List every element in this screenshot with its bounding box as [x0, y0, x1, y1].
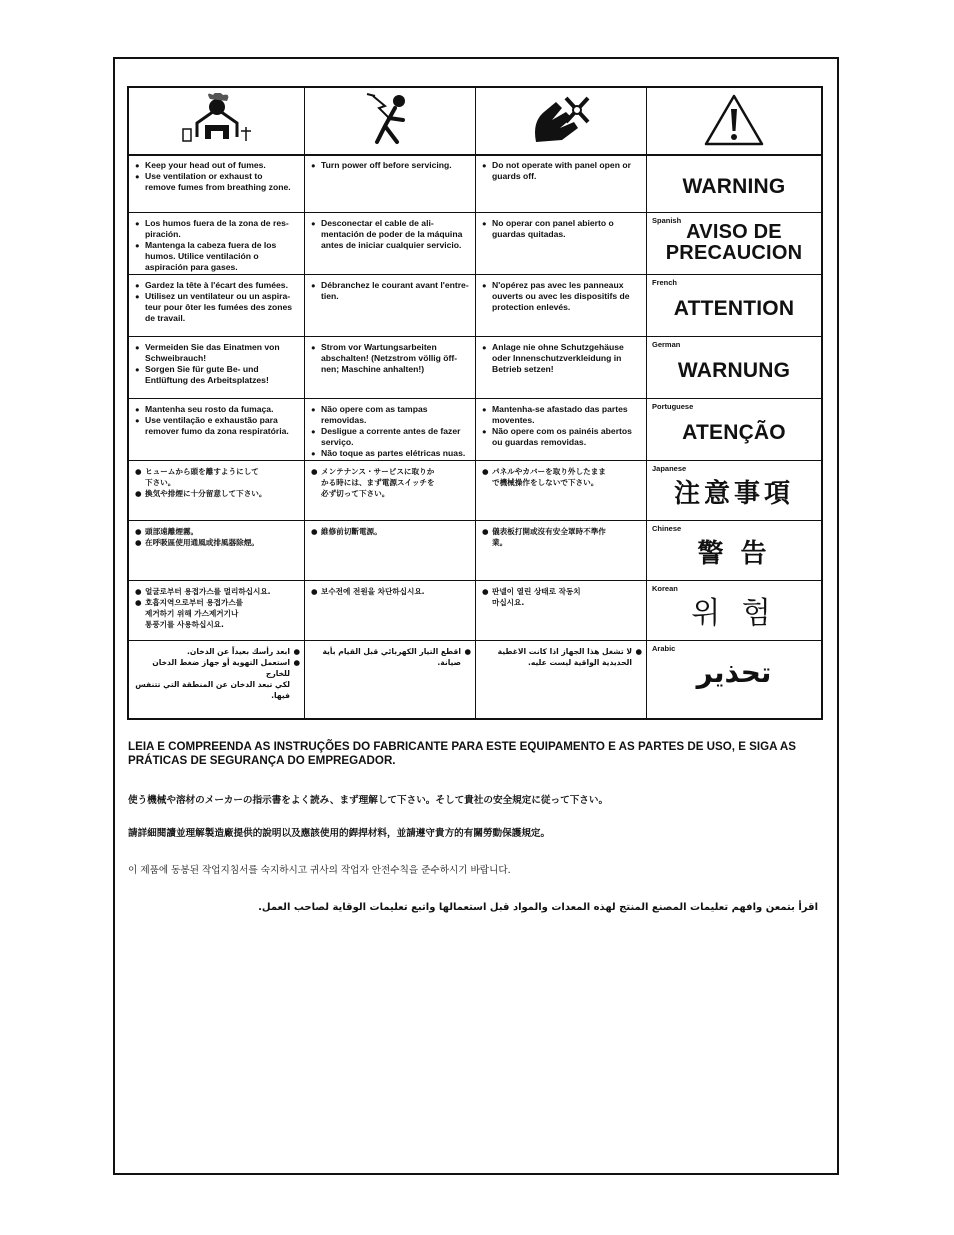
fumes-instructions-cell [129, 642, 304, 718]
instruction-item: ● Strom vor Wartungsarbeiten abschalten! (Netzstrom völlig öff- nen; Maschine anhalten!) [311, 342, 471, 375]
instruction-item: ● 얼굴로부터 용접가스를 멀리하십시요. [135, 586, 300, 597]
shock-icon-cell [305, 88, 475, 152]
fumes-instructions-cell [129, 276, 304, 336]
shock-instructions-cell [305, 214, 475, 274]
instruction-item: ● Utilisez un ventilateur ou un aspira- teur pour ôter les fumées des zones de travail. [135, 291, 300, 324]
language-label: French [652, 278, 678, 287]
signal-word-cell [647, 156, 821, 212]
guards-instructions-cell [476, 642, 646, 718]
guards-instructions-cell [476, 156, 646, 212]
language-label: Spanish [652, 216, 682, 225]
instruction-item: ● Sorgen Sie für gute Be- und Entlüftung des Arbeitsplatzes! [135, 364, 300, 386]
signal-word-cell [647, 522, 821, 580]
instruction-item: ● Los humos fuera de la zona de res- piración. [135, 218, 300, 240]
instruction-item: ● Do not operate with panel open or guards off. [482, 160, 642, 182]
fumes-instructions-cell [129, 156, 304, 212]
guards-instructions-cell [476, 462, 646, 520]
instruction-item: ● Vermeiden Sie das Einatmen von Schweibrauch! [135, 342, 300, 364]
signal-word-cell [647, 400, 821, 460]
instruction-item: ● 儀表板打開或沒有安全罩時不準作 業。 [482, 526, 642, 548]
guards-instructions-cell [476, 522, 646, 580]
signal-word: 注意事項 [673, 479, 794, 509]
shock-instructions-cell [305, 522, 475, 580]
language-label: Japanese [652, 464, 687, 473]
instruction-item: ● パネルやカバーを取り外したまま で機械操作をしないで下さい。 [482, 466, 642, 488]
fumes-instructions-cell [129, 582, 304, 640]
footer-portuguese: LEIA E COMPREENDA AS INSTRUÇÕES DO FABRICANTE PARA ESTE EQUIPAMENTO E AS PARTES DE USO, E SIGA AS PRÁTICAS DE SEGURANÇA DO EMPREGADOR. [128, 740, 796, 767]
footer-chinese: 請詳細閱讀並理解製造廠提供的說明以及應該使用的銲捍材料，並請遵守貴方的有關勞動保護規定。 [128, 828, 551, 839]
row-divider [129, 398, 821, 399]
footer-korean: 이 제품에 동봉된 작업지침서를 숙지하시고 귀사의 작업자 안전수칙을 준수하시기 바랍니다. [128, 865, 511, 876]
instruction-item: ● Mantenha-se afastado das partes moventes. [482, 404, 642, 426]
signal-word-cell [647, 214, 821, 274]
instruction-item: ● メンテナンス・サービスに取りか かる時には、まず電源スイッチを 必ず切って下さい。 [311, 466, 471, 499]
fumes-instructions-cell [129, 338, 304, 398]
signal-word-cell [647, 338, 821, 398]
signal-word-cell [647, 582, 821, 640]
shock-instructions-cell [305, 582, 475, 640]
instruction-item: ● Não opere com os painéis abertos ou guardas removidas. [482, 426, 642, 448]
instruction-item: ● Não opere com as tampas removidas. [311, 404, 471, 426]
instruction-item: ● Anlage nie ohne Schutzgehäuse oder Innenschutzverkleidung in Betrieb setzen! [482, 342, 642, 375]
instruction-item: ● Use ventilation or exhaust to remove fumes from breathing zone. [135, 171, 300, 193]
shock-instructions-cell [305, 276, 475, 336]
instruction-item: ● ابعد رأسك بعيداً عن الدخان. [135, 646, 300, 657]
instruction-item: ● 판넬이 열린 상태로 작동치 마십시요. [482, 586, 642, 608]
shock-instructions-cell [305, 338, 475, 398]
instruction-item: ● Mantenga la cabeza fuera de los humos. Utilice ventilación o aspiración para gases. [135, 240, 300, 273]
instruction-item: ● لا تشغل هذا الجهاز اذا كانت الاغطية الحديدية الواقية ليست عليه. [482, 646, 642, 668]
signal-word: ATTENTION [673, 297, 795, 320]
language-label: Chinese [652, 524, 682, 533]
signal-word: ATENÇÃO [682, 421, 786, 444]
footer-arabic: اقرأ بتمعن وافهم تعليمات المصنع المنتج لهذه المعدات والمواد قبل استعمالها واتبع تعليمات الوقاية لصاحب العمل. [258, 902, 818, 913]
footer-japanese: 使う機械や溶材のメーカーの指示書をよく読み、まず理解して下さい。そして貴社の安全規定に従って下さい。 [128, 795, 609, 806]
signal-word-cell [647, 462, 821, 520]
instruction-item: ● No operar con panel abierto o guardas quitadas. [482, 218, 642, 240]
shock-instructions-cell [305, 400, 475, 460]
instruction-item: ● استعمل التهوية أو جهاز ضغط الدخان للخارج لكي تبعد الدخان عن المنطقة التي تتنفس فيها. [135, 657, 300, 701]
instruction-item: ● Gardez la tête à l'écart des fumées. [135, 280, 300, 291]
guards-instructions-cell [476, 400, 646, 460]
instruction-item: ● Use ventilação e exhaustão para remover fumo da zona respiratória. [135, 415, 300, 437]
signal-word: 위 험 [691, 596, 777, 631]
signal-word: 警 告 [697, 539, 771, 569]
instruction-item: ● Débranchez le courant avant l'entre- tien. [311, 280, 471, 302]
row-divider [129, 460, 821, 461]
instruction-item: ● 維修前切斷電源。 [311, 526, 471, 537]
instruction-item: ● 호흡지역으로부터 용접가스를 제거하기 위해 가스제거기나 통풍기를 사용하십시요. [135, 597, 300, 630]
signal-word: WARNING [682, 175, 786, 198]
language-label: Korean [652, 584, 678, 593]
fumes-icon [177, 93, 257, 147]
moving-parts-icon [526, 92, 596, 148]
guards-instructions-cell [476, 276, 646, 336]
signal-word: WARNUNG [677, 359, 791, 382]
signal-word: AVISO DE PRECAUCION [665, 221, 803, 264]
language-label: Arabic [652, 644, 676, 653]
signal-word-cell [647, 642, 821, 718]
guards-icon-cell [476, 88, 646, 152]
guards-instructions-cell [476, 214, 646, 274]
language-label: Portuguese [652, 402, 694, 411]
row-divider [129, 336, 821, 337]
instruction-item: ● 頭部遠離煙霧。 [135, 526, 300, 537]
shock-instructions-cell [305, 642, 475, 718]
language-label: German [652, 340, 681, 349]
row-divider [129, 580, 821, 581]
fumes-instructions-cell [129, 462, 304, 520]
instruction-item: ● Desconectar el cable de ali- mentación de poder de la máquina antes de iniciar cualquier servicio. [311, 218, 471, 251]
instruction-item: ● Não toque as partes elétricas nuas. [311, 448, 471, 459]
fumes-instructions-cell [129, 214, 304, 274]
signal-word-cell [647, 276, 821, 336]
fumes-instructions-cell [129, 400, 304, 460]
instruction-item: ● N'opérez pas avec les panneaux ouverts ou avec les dispositifs de protection enlevés. [482, 280, 642, 313]
shock-instructions-cell [305, 156, 475, 212]
fumes-instructions-cell [129, 522, 304, 580]
instruction-item: ● Mantenha seu rosto da fumaça. [135, 404, 300, 415]
guards-instructions-cell [476, 582, 646, 640]
signal-word: تحذير [696, 656, 772, 689]
row-divider [129, 640, 821, 641]
row-divider [129, 520, 821, 521]
caution-icon-cell [647, 88, 821, 152]
warning-table [127, 86, 823, 720]
caution-triangle-icon [703, 93, 765, 147]
instruction-item: ● Turn power off before servicing. [311, 160, 471, 171]
fumes-icon-cell [129, 88, 304, 152]
instruction-item: ● Keep your head out of fumes. [135, 160, 300, 171]
instruction-item: ● 보수전에 전원을 차단하십시요. [311, 586, 471, 597]
electric-shock-icon [355, 92, 425, 148]
instruction-item: ● Desligue a corrente antes de fazer serviço. [311, 426, 471, 448]
instruction-item: ● 換気や排煙に十分留意して下さい。 [135, 488, 300, 499]
shock-instructions-cell [305, 462, 475, 520]
instruction-item: ● ヒュームから頭を離すようにして 下さい。 [135, 466, 300, 488]
row-divider [129, 274, 821, 275]
instruction-item: ● 在呼吸區使用通風或排風器除煙。 [135, 537, 300, 548]
guards-instructions-cell [476, 338, 646, 398]
instruction-item: ● اقطع التيار الكهربائي قبل القيام بأية صيانة. [311, 646, 471, 668]
row-divider [129, 212, 821, 213]
